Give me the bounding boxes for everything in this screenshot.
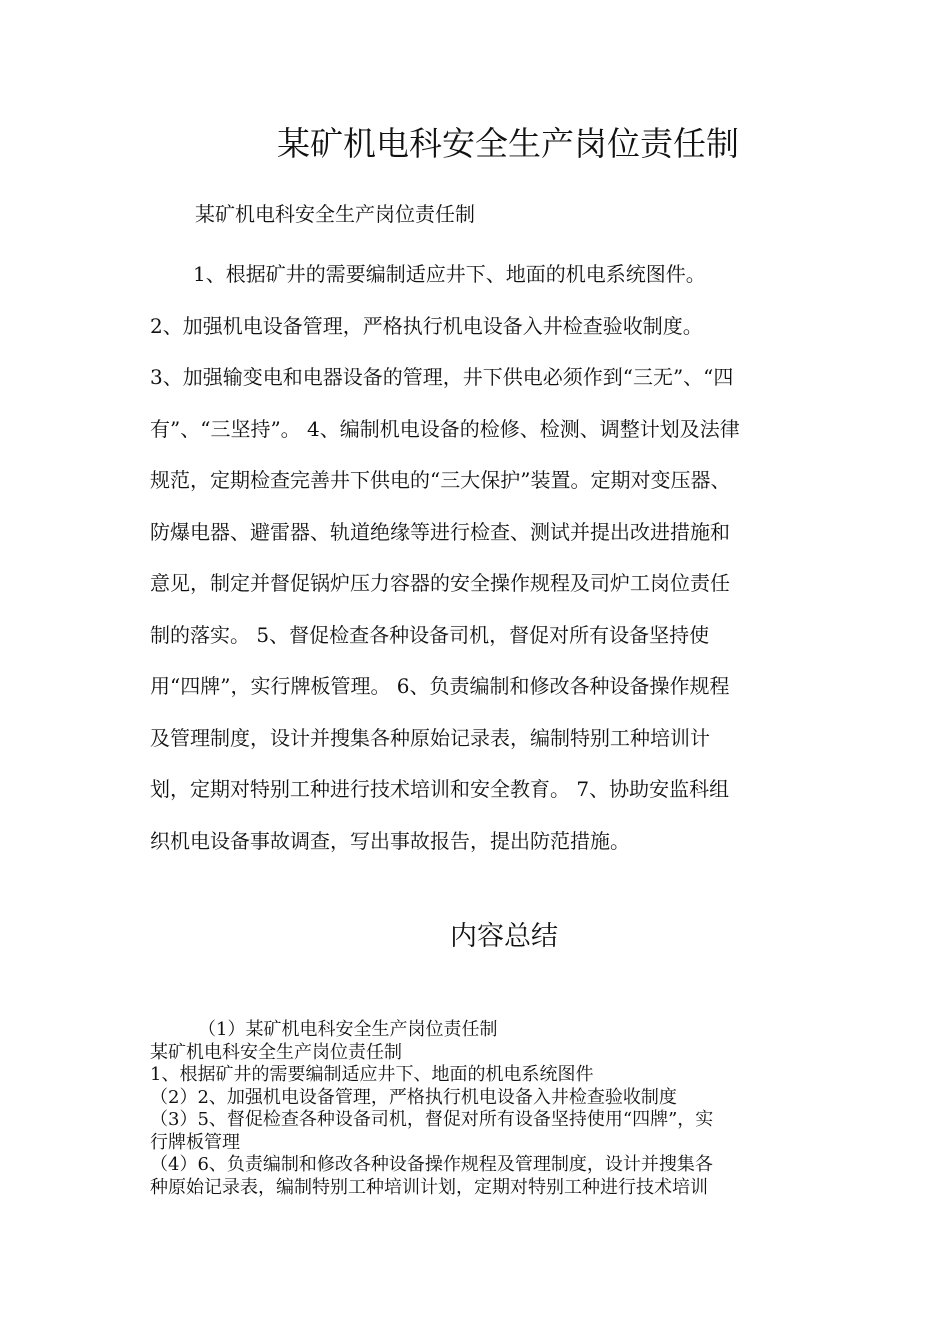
body-line: 防爆电器、避雷器、轨道绝缘等进行检查、测试并提出改进措施和: [150, 519, 730, 544]
body-line: 划，定期对特别工种进行技术培训和安全教育。 7、协助安监科组: [150, 777, 730, 801]
body-line: 2、加强机电设备管理，严格执行机电设备入井检查验收制度。: [150, 313, 703, 338]
summary-line: 某矿机电科安全生产岗位责任制: [150, 1041, 402, 1063]
body-line: 3、加强输变电和电器设备的管理，井下供电必须作到“三无”、“四: [150, 365, 734, 389]
summary-line: 种原始记录表，编制特别工种培训计划，定期对特别工种进行技术培训: [150, 1176, 708, 1198]
document-title: 某矿机电科安全生产岗位责任制: [277, 124, 739, 163]
body-line: 用“四牌”，实行牌板管理。 6、负责编制和修改各种设备操作规程: [150, 674, 730, 698]
body-line: 织机电设备事故调查，写出事故报告，提出防范措施。: [150, 828, 630, 853]
document-body: [150, 249, 798, 867]
summary-line: 行牌板管理: [150, 1131, 240, 1153]
summary-line: （2）2、加强机电设备管理，严格执行机电设备入井检查验收制度: [150, 1086, 677, 1108]
summary-line: （3）5、督促检查各种设备司机，督促对所有设备坚持使用“四牌”，实: [150, 1109, 714, 1130]
summary-section: [150, 1019, 810, 1199]
summary-heading: 内容总结: [450, 921, 558, 952]
body-line: 规范，定期检查完善井下供电的“三大保护”装置。定期对变压器、: [150, 468, 731, 492]
document-subtitle: 某矿机电科安全生产岗位责任制: [195, 202, 475, 226]
body-line: 1、根据矿井的需要编制适应井下、地面的机电系统图件。: [193, 262, 706, 286]
body-line: 制的落实。 5、督促检查各种设备司机，督促对所有设备坚持使: [150, 622, 710, 647]
summary-line: 1、根据矿井的需要编制适应井下、地面的机电系统图件: [150, 1064, 594, 1085]
body-line: 及管理制度，设计并搜集各种原始记录表，编制特别工种培训计: [150, 725, 710, 750]
body-line: 有”、“三坚持”。 4、编制机电设备的检修、检测、调整计划及法律: [150, 416, 740, 441]
body-line: 意见，制定并督促锅炉压力容器的安全操作规程及司炉工岗位责任: [150, 571, 730, 595]
summary-line: （4）6、负责编制和修改各种设备操作规程及管理制度，设计并搜集各: [150, 1154, 713, 1175]
summary-line: （1）某矿机电科安全生产岗位责任制: [198, 1019, 498, 1040]
